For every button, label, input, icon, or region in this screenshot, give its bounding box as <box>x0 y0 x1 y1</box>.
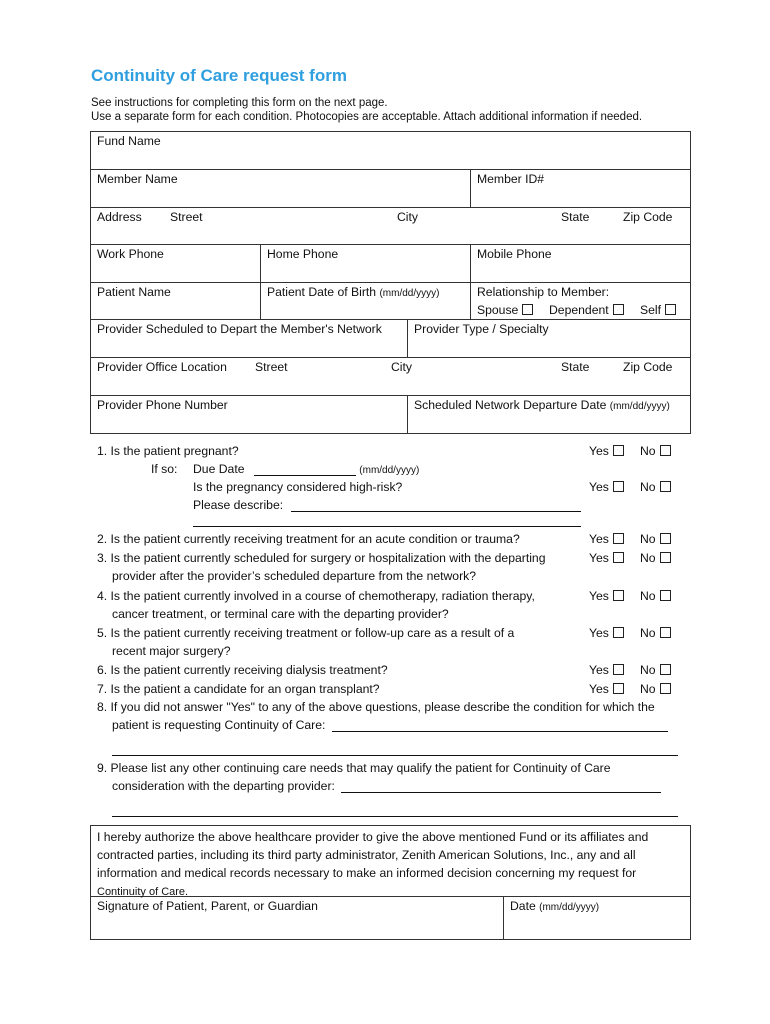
relationship-dependent[interactable] <box>549 303 624 317</box>
q1-highrisk-yes[interactable] <box>589 480 624 494</box>
no-label: No <box>640 444 656 458</box>
work-phone-field[interactable]: Work Phone <box>97 247 164 261</box>
provider-phone-field[interactable]: Provider Phone Number <box>97 398 228 412</box>
provider-street-label: Street <box>255 360 288 374</box>
patient-dob-field[interactable] <box>267 285 439 299</box>
q3-no[interactable] <box>640 551 671 565</box>
q3-yes[interactable] <box>589 551 624 565</box>
q5-yes[interactable] <box>589 626 624 640</box>
intro-line-2: Use a separate form for each condition. Photocopies are acceptable. Attach additional information if needed. <box>91 111 643 123</box>
yes-label: Yes <box>589 682 609 696</box>
address-zip-label: Zip Code <box>623 210 673 224</box>
intro-line-1: See instructions for completing this form on the next page. <box>91 97 388 109</box>
no-label: No <box>640 551 656 565</box>
signature-date-label: Date <box>510 899 536 913</box>
yes-checkbox[interactable] <box>613 533 624 544</box>
relationship-self[interactable] <box>640 303 676 317</box>
no-checkbox[interactable] <box>660 533 671 544</box>
yes-checkbox[interactable] <box>613 664 624 675</box>
q2-yes[interactable] <box>589 532 624 546</box>
authorization-body: I hereby authorize the above healthcare provider to give the above mentioned Fund or its affiliates and contracted parties, including its third party administrator, Zenith American Solutions, Inc., any and all information and medical records necessary to make an informed decision concerning my request for <box>97 830 649 880</box>
no-checkbox[interactable] <box>660 552 671 563</box>
intro-text <box>91 96 642 124</box>
due-date-label: Due Date <box>193 462 245 476</box>
departure-date-field[interactable] <box>414 398 670 412</box>
question-2: 2. Is the patient currently receiving treatment for an acute condition or trauma? <box>97 532 520 546</box>
address-field[interactable]: Address <box>97 210 142 224</box>
signature-field[interactable]: Signature of Patient, Parent, or Guardian <box>97 899 318 913</box>
yes-label: Yes <box>589 444 609 458</box>
address-state-label: State <box>561 210 590 224</box>
question-7: 7. Is the patient a candidate for an organ transplant? <box>97 682 380 696</box>
patient-dob-label: Patient Date of Birth <box>267 285 377 299</box>
no-checkbox[interactable] <box>660 664 671 675</box>
question-1-due-date[interactable] <box>193 462 419 476</box>
question-3b: provider after the provider’s scheduled departure from the network? <box>112 569 477 583</box>
departure-date-label: Scheduled Network Departure Date <box>414 398 607 412</box>
no-checkbox[interactable] <box>660 481 671 492</box>
page-title: Continuity of Care request form <box>91 66 347 85</box>
self-checkbox[interactable] <box>665 304 676 315</box>
question-6: 6. Is the patient currently receiving dialysis treatment? <box>97 663 388 677</box>
q6-no[interactable] <box>640 663 671 677</box>
no-checkbox[interactable] <box>660 683 671 694</box>
question-9-line[interactable] <box>341 792 661 793</box>
dependent-label: Dependent <box>549 303 609 317</box>
question-9-line-2[interactable] <box>112 816 678 817</box>
q4-yes[interactable] <box>589 589 624 603</box>
question-8b-label: patient is requesting Continuity of Care: <box>112 718 326 732</box>
no-label: No <box>640 589 656 603</box>
q2-no[interactable] <box>640 532 671 546</box>
describe-label: Please describe: <box>193 498 284 512</box>
no-checkbox[interactable] <box>660 590 671 601</box>
question-9a: 9. Please list any other continuing care needs that may qualify the patient for Continuity of Care <box>97 761 611 775</box>
question-4b: cancer treatment, or terminal care with the departing provider? <box>112 607 449 621</box>
q1-highrisk-no[interactable] <box>640 480 671 494</box>
mobile-phone-field[interactable]: Mobile Phone <box>477 247 552 261</box>
yes-checkbox[interactable] <box>613 590 624 601</box>
yes-label: Yes <box>589 589 609 603</box>
question-8a: 8. If you did not answer "Yes" to any of the above questions, please describe the condition for which the <box>97 700 655 714</box>
question-9b[interactable] <box>112 779 661 793</box>
provider-office-field[interactable]: Provider Office Location <box>97 360 227 374</box>
describe-line-2[interactable] <box>193 526 581 527</box>
yes-label: Yes <box>589 532 609 546</box>
yes-checkbox[interactable] <box>613 445 624 456</box>
question-1-describe[interactable] <box>193 498 581 512</box>
provider-depart-field[interactable]: Provider Scheduled to Depart the Member's Network <box>97 322 382 336</box>
signature-date-field[interactable] <box>510 899 599 913</box>
no-label: No <box>640 532 656 546</box>
question-4a: 4. Is the patient currently involved in a course of chemotherapy, radiation therapy, <box>97 589 535 603</box>
spouse-label: Spouse <box>477 303 519 317</box>
no-label: No <box>640 480 656 494</box>
authorization-tail: Continuity of Care. <box>97 886 189 898</box>
no-checkbox[interactable] <box>660 627 671 638</box>
q6-yes[interactable] <box>589 663 624 677</box>
yes-checkbox[interactable] <box>613 552 624 563</box>
yes-label: Yes <box>589 663 609 677</box>
due-date-format: (mm/dd/yyyy) <box>359 465 420 476</box>
no-checkbox[interactable] <box>660 445 671 456</box>
member-id-field[interactable]: Member ID# <box>477 172 545 186</box>
q1-yes[interactable] <box>589 444 624 458</box>
dependent-checkbox[interactable] <box>613 304 624 315</box>
patient-dob-format: (mm/dd/yyyy) <box>379 288 440 299</box>
provider-type-field[interactable]: Provider Type / Specialty <box>414 322 549 336</box>
home-phone-field[interactable]: Home Phone <box>267 247 339 261</box>
provider-city-label: City <box>391 360 412 374</box>
question-8b[interactable] <box>112 718 668 732</box>
question-1-ifso: If so: <box>151 462 178 476</box>
no-label: No <box>640 663 656 677</box>
departure-date-format: (mm/dd/yyyy) <box>609 401 670 412</box>
fund-name-field[interactable]: Fund Name <box>97 134 161 148</box>
due-date-line[interactable] <box>254 475 356 476</box>
authorization-text <box>97 828 687 901</box>
q5-no[interactable] <box>640 626 671 640</box>
address-city-label: City <box>397 210 418 224</box>
question-1-highrisk: Is the pregnancy considered high-risk? <box>193 480 403 494</box>
yes-label: Yes <box>589 626 609 640</box>
q4-no[interactable] <box>640 589 671 603</box>
patient-name-field[interactable]: Patient Name <box>97 285 171 299</box>
yes-label: Yes <box>589 480 609 494</box>
q7-no[interactable] <box>640 682 671 696</box>
yes-checkbox[interactable] <box>613 627 624 638</box>
relationship-spouse[interactable] <box>477 303 533 317</box>
question-8-line-2[interactable] <box>112 755 678 756</box>
relationship-label: Relationship to Member: <box>477 285 610 299</box>
yes-label: Yes <box>589 551 609 565</box>
question-3a: 3. Is the patient currently scheduled for surgery or hospitalization with the departing <box>97 551 546 565</box>
describe-line[interactable] <box>291 511 581 512</box>
question-1: 1. Is the patient pregnant? <box>97 444 239 458</box>
yes-checkbox[interactable] <box>613 481 624 492</box>
yes-checkbox[interactable] <box>613 683 624 694</box>
no-label: No <box>640 626 656 640</box>
question-5b: recent major surgery? <box>112 644 231 658</box>
question-9b-label: consideration with the departing provider: <box>112 779 335 793</box>
member-name-field[interactable]: Member Name <box>97 172 178 186</box>
question-8-line[interactable] <box>332 731 668 732</box>
signature-date-format: (mm/dd/yyyy) <box>539 902 600 913</box>
provider-state-label: State <box>561 360 590 374</box>
question-5a: 5. Is the patient currently receiving treatment or follow-up care as a result of a <box>97 626 515 640</box>
q1-no[interactable] <box>640 444 671 458</box>
self-label: Self <box>640 303 662 317</box>
q7-yes[interactable] <box>589 682 624 696</box>
provider-zip-label: Zip Code <box>623 360 673 374</box>
address-street-label: Street <box>170 210 203 224</box>
spouse-checkbox[interactable] <box>522 304 533 315</box>
no-label: No <box>640 682 656 696</box>
